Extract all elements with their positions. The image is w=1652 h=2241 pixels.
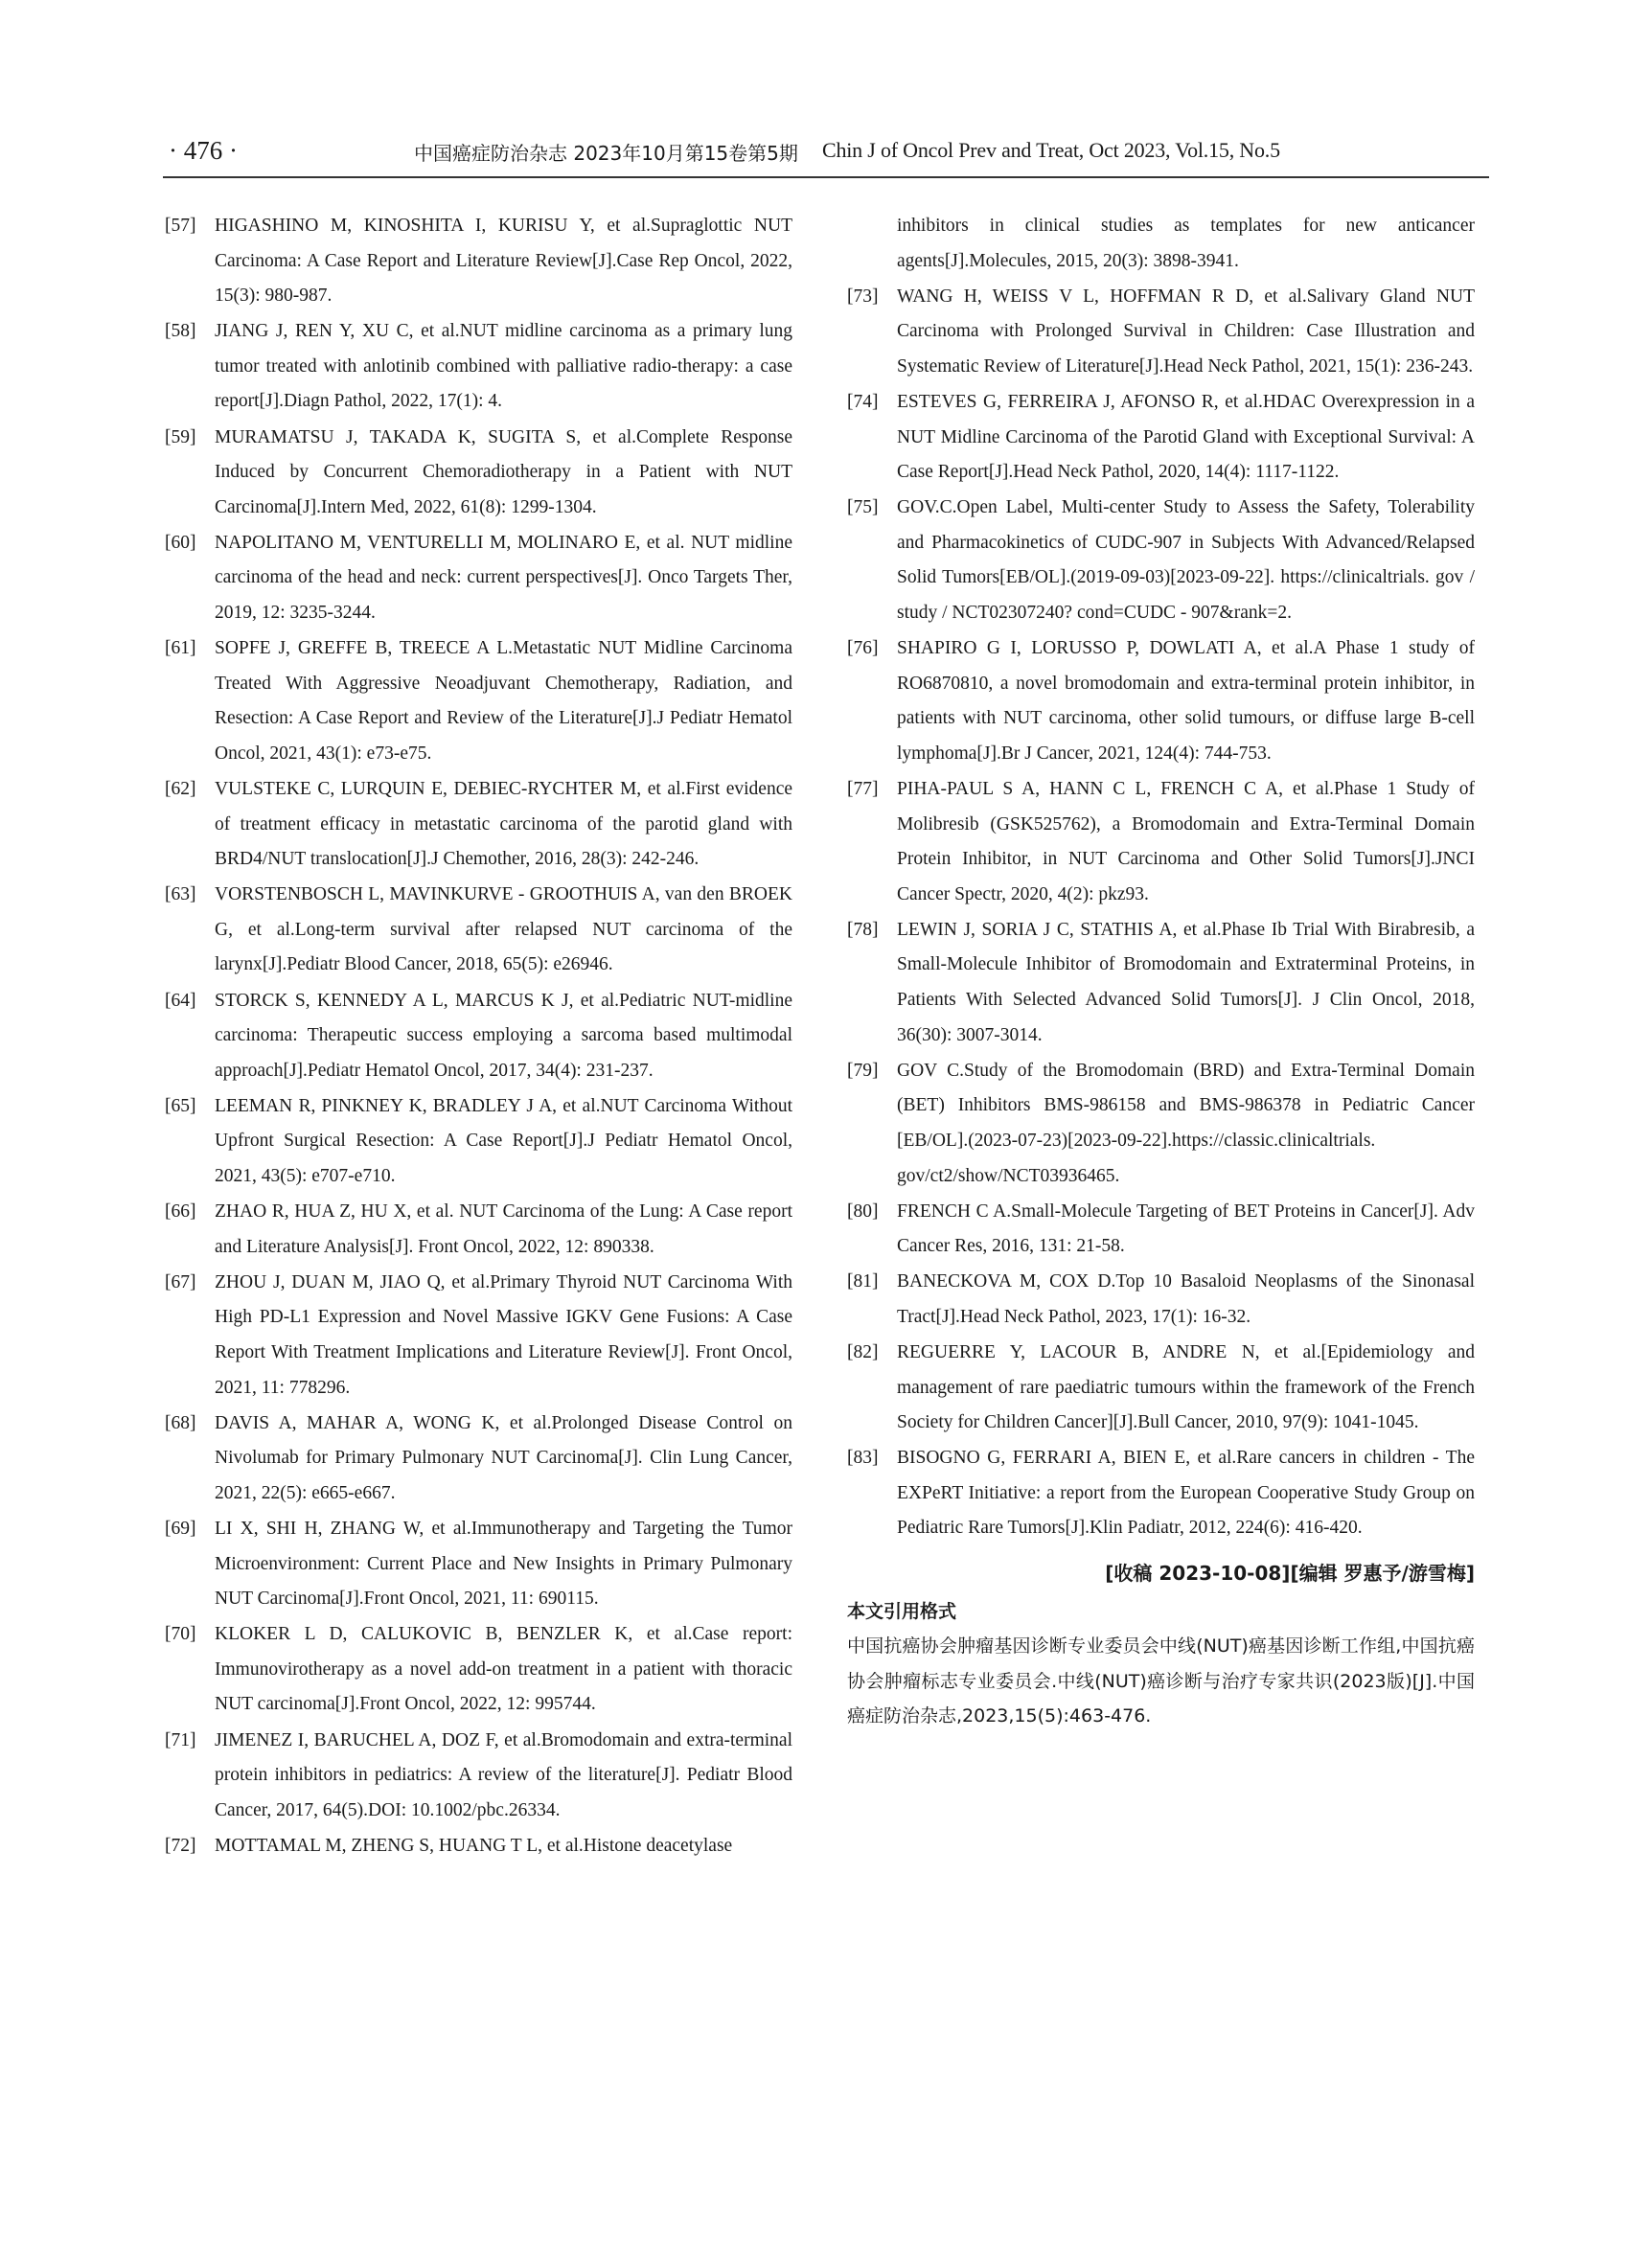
reference-text: LEEMAN R, PINKNEY K, BRADLEY J A, et al.NUT Carcinoma Without Upfront Surgical Resection: A Case Report[J].J Pediatr Hematol Oncol, 2021, 43(5): e707-e710. bbox=[215, 1095, 792, 1187]
citation-heading: 本文引用格式 bbox=[847, 1601, 957, 1623]
page-number: · 476 · bbox=[169, 136, 238, 165]
reference-number: [73] bbox=[847, 286, 879, 307]
reference-item bbox=[847, 913, 1475, 1053]
reference-item bbox=[847, 1265, 1475, 1335]
reference-number: [65] bbox=[165, 1095, 196, 1116]
reference-text: LI X, SHI H, ZHANG W, et al.Immunotherapy and Targeting the Tumor Microenvironment: Current Place and New Insights in Primary Pulmonary NUT Carcinoma[J].Front Oncol, 2021, 11: 690115. bbox=[215, 1518, 792, 1610]
reference-item bbox=[847, 1054, 1475, 1194]
reference-text: KLOKER L D, CALUKOVIC B, BENZLER K, et al.Case report: Immunovirotherapy as a novel add-on treatment in a patient with thoracic NUT carcinoma[J].Front Oncol, 2022, 12: 995744. bbox=[215, 1624, 792, 1715]
reference-item bbox=[847, 280, 1475, 385]
reference-number: [83] bbox=[847, 1448, 879, 1469]
reference-item bbox=[165, 1195, 792, 1265]
reference-number: [66] bbox=[165, 1201, 196, 1223]
journal-title-cn: 中国癌症防治杂志 2023年10月第15卷第5期 bbox=[414, 142, 798, 165]
receipt-editor-line: [收稿 2023-10-08][编辑 罗惠予/游雪梅] bbox=[1105, 1562, 1475, 1586]
reference-item bbox=[847, 1441, 1475, 1546]
reference-number: [58] bbox=[165, 321, 196, 342]
reference-text: BISOGNO G, FERRARI A, BIEN E, et al.Rare cancers in children - The EXPeRT Initiative: a report from the European Cooperative Study Group on Pediatric Rare Tumors[J].Klin Padiatr, 2012, 224(6): 416-420. bbox=[897, 1448, 1475, 1539]
reference-item bbox=[165, 772, 792, 878]
page-header bbox=[163, 134, 1489, 178]
reference-text: SHAPIRO G I, LORUSSO P, DOWLATI A, et al.A Phase 1 study of RO6870810, a novel bromodomain and extra-terminal protein inhibitor, in patients with NUT carcinoma, other solid tumours, or diffuse large B-cell lymphoma[J].Br J Cancer, 2021, 124(4): 744-753. bbox=[897, 638, 1475, 764]
reference-item bbox=[165, 1089, 792, 1195]
reference-text: JIMENEZ I, BARUCHEL A, DOZ F, et al.Bromodomain and extra-terminal protein inhibitors in pediatrics: A review of the literature[J]. Pediatr Blood Cancer, 2017, 64(5).DOI: 10.1002/pbc.26334. bbox=[215, 1729, 792, 1820]
reference-item bbox=[165, 209, 792, 314]
reference-text: VULSTEKE C, LURQUIN E, DEBIEC-RYCHTER M, et al.First evidence of treatment efficacy in metastatic carcinoma of the parotid gland with BRD4/NUT translocation[J].J Chemother, 2016, 28(3): 242-246. bbox=[215, 779, 792, 870]
reference-number: [57] bbox=[165, 216, 196, 236]
reference-text: GOV.C.Open Label, Multi-center Study to Assess the Safety, Tolerability and Pharmacokinetics of CUDC-907 in Subjects With Advanced/Relapsed Solid Tumors[EB/OL].(2019-09-03)[2023-09-22]. https://clinicaltrials. gov / study / NCT02307240? cond=CUDC - 907&rank=2. bbox=[897, 497, 1475, 624]
reference-text: BANECKOVA M, COX D.Top 10 Basaloid Neoplasms of the Sinonasal Tract[J].Head Neck Pathol, 2023, 17(1): 16-32. bbox=[897, 1271, 1475, 1327]
reference-text: ZHOU J, DUAN M, JIAO Q, et al.Primary Thyroid NUT Carcinoma With High PD-L1 Expression and Novel Massive IGKV Gene Fusions: A Case Report With Treatment Implications and Literature Review[J]. Front Oncol, 2021, 11: 778296. bbox=[215, 1271, 792, 1398]
reference-text: STORCK S, KENNEDY A L, MARCUS K J, et al.Pediatric NUT-midline carcinoma: Therapeutic success employing a sarcoma based multimodal approach[J].Pediatr Hematol Oncol, 2017, 34(4): 231-237. bbox=[215, 990, 792, 1081]
reference-item bbox=[165, 1512, 792, 1617]
reference-text: ZHAO R, HUA Z, HU X, et al. NUT Carcinoma of the Lung: A Case report and Literature Analysis[J]. Front Oncol, 2022, 12: 890338. bbox=[215, 1201, 792, 1257]
reference-item bbox=[165, 314, 792, 420]
reference-text: ESTEVES G, FERREIRA J, AFONSO R, et al.HDAC Overexpression in a NUT Midline Carcinoma of the Parotid Gland with Exceptional Survival: A Case Report[J].Head Neck Pathol, 2020, 14(4): 1117-1122. bbox=[897, 391, 1475, 483]
reference-text: NAPOLITANO M, VENTURELLI M, MOLINARO E, et al. NUT midline carcinoma of the head and neck: current perspectives[J]. Onco Targets Ther, 2019, 12: 3235-3244. bbox=[215, 532, 792, 624]
reference-text: FRENCH C A.Small-Molecule Targeting of BET Proteins in Cancer[J]. Adv Cancer Res, 2016, 131: 21-58. bbox=[897, 1201, 1475, 1257]
reference-number: [82] bbox=[847, 1342, 879, 1362]
reference-number: [62] bbox=[165, 779, 196, 799]
references-left-column bbox=[165, 209, 792, 1864]
reference-item bbox=[847, 772, 1475, 912]
reference-number: [80] bbox=[847, 1201, 879, 1222]
reference-text: MOTTAMAL M, ZHENG S, HUANG T L, et al.Histone deacetylase bbox=[215, 1835, 733, 1856]
reference-number: [81] bbox=[847, 1271, 879, 1292]
reference-text: VORSTENBOSCH L, MAVINKURVE - GROOTHUIS A, van den BROEK G, et al.Long-term survival after relapsed NUT carcinoma of the larynx[J].Pediatr Blood Cancer, 2018, 65(5): e26946. bbox=[215, 884, 792, 975]
reference-text: SOPFE J, GREFFE B, TREECE A L.Metastatic NUT Midline Carcinoma Treated With Aggressive Neoadjuvant Chemotherapy, Radiation, and Resection: A Case Report and Review of the Literature[J].J Pediatr Hematol Oncol, 2021, 43(1): e73-e75. bbox=[215, 638, 792, 764]
reference-number: [69] bbox=[165, 1518, 196, 1539]
reference-number: [74] bbox=[847, 391, 879, 412]
reference-item bbox=[847, 1336, 1475, 1441]
reference-item bbox=[165, 1406, 792, 1512]
reference-item bbox=[847, 385, 1475, 491]
reference-number: [63] bbox=[165, 884, 196, 905]
references-right-column bbox=[847, 209, 1475, 1734]
reference-text: WANG H, WEISS V L, HOFFMAN R D, et al.Salivary Gland NUT Carcinoma with Prolonged Survival in Children: Case Illustration and Systematic Review of Literature[J].Head Neck Pathol, 2021, 15(1): 236-243. bbox=[897, 286, 1475, 377]
reference-number: [71] bbox=[165, 1729, 196, 1750]
reference-text: MURAMATSU J, TAKADA K, SUGITA S, et al.Complete Response Induced by Concurrent Chemoradiotherapy in a Patient with NUT Carcinoma[J].Intern Med, 2022, 61(8): 1299-1304. bbox=[215, 426, 792, 517]
reference-number: [61] bbox=[165, 638, 196, 659]
reference-text: HIGASHINO M, KINOSHITA I, KURISU Y, et al.Supraglottic NUT Carcinoma: A Case Report and Literature Review[J].Case Rep Oncol, 2022, 15(3): 980-987. bbox=[215, 216, 792, 307]
references-right-list bbox=[847, 280, 1475, 1546]
reference-number: [67] bbox=[165, 1271, 196, 1292]
reference-item bbox=[165, 631, 792, 771]
reference-number: [75] bbox=[847, 497, 879, 518]
reference-item bbox=[847, 631, 1475, 771]
reference-number: [79] bbox=[847, 1060, 879, 1081]
reference-item bbox=[165, 1724, 792, 1829]
journal-title-en: Chin J of Oncol Prev and Treat, Oct 2023, Vol.15, No.5 bbox=[822, 138, 1280, 162]
reference-number: [70] bbox=[165, 1624, 196, 1645]
reference-item bbox=[165, 526, 792, 631]
reference-item bbox=[165, 1829, 792, 1864]
reference-number: [64] bbox=[165, 990, 196, 1011]
reference-text: GOV C.Study of the Bromodomain (BRD) and Extra-Terminal Domain (BET) Inhibitors BMS-986158 and BMS-986378 in Pediatric Cancer [EB/OL].(2023-07-23)[2023-09-22].https://classic.clinicaltrials. gov/ct2/show/NCT03936465. bbox=[897, 1060, 1475, 1186]
reference-number: [60] bbox=[165, 532, 196, 553]
reference-text: DAVIS A, MAHAR A, WONG K, et al.Prolonged Disease Control on Nivolumab for Primary Pulmonary NUT Carcinoma[J]. Clin Lung Cancer, 2021, 22(5): e665-e667. bbox=[215, 1412, 792, 1503]
reference-text: REGUERRE Y, LACOUR B, ANDRE N, et al.[Epidemiology and management of rare paediatric tumours within the framework of the French Society for Children Cancer][J].Bull Cancer, 2010, 97(9): 1041-1045. bbox=[897, 1342, 1475, 1433]
reference-item bbox=[847, 491, 1475, 630]
reference-item bbox=[847, 1195, 1475, 1265]
reference-item bbox=[165, 1266, 792, 1406]
reference-number: [68] bbox=[165, 1412, 196, 1433]
reference-number: [78] bbox=[847, 919, 879, 940]
reference-text: JIANG J, REN Y, XU C, et al.NUT midline carcinoma as a primary lung tumor treated with anlotinib combined with palliative radio-therapy: a case report[J].Diagn Pathol, 2022, 17(1): 4. bbox=[215, 321, 792, 412]
reference-item bbox=[165, 984, 792, 1089]
reference-number: [59] bbox=[165, 426, 196, 447]
reference-number: [72] bbox=[165, 1835, 196, 1856]
reference-number: [77] bbox=[847, 779, 879, 799]
reference-item bbox=[165, 421, 792, 526]
citation-text: 中国抗癌协会肿瘤基因诊断专业委员会中线(NUT)癌基因诊断工作组,中国抗癌协会肿瘤标志专业委员会.中线(NUT)癌诊断与治疗专家共识(2023版)[J].中国癌症防治杂志,2023,15(5):463-476. bbox=[847, 1635, 1475, 1727]
reference-item bbox=[165, 878, 792, 983]
reference-text: PIHA-PAUL S A, HANN C L, FRENCH C A, et al.Phase 1 Study of Molibresib (GSK525762), a Bromodomain and Extra-Terminal Domain Protein Inhibitor, in NUT Carcinoma and Other Solid Tumors[J].JNCI Cancer Spectr, 2020, 4(2): pkz93. bbox=[897, 779, 1475, 904]
reference-number: [76] bbox=[847, 638, 879, 659]
reference-text: LEWIN J, SORIA J C, STATHIS A, et al.Phase Ib Trial With Birabresib, a Small-Molecule Inhibitor of Bromodomain and Extraterminal Proteins, in Patients With Selected Advanced Solid Tumors[J]. J Clin Oncol, 2018, 36(30): 3007-3014. bbox=[897, 919, 1475, 1045]
reference-continuation: inhibitors in clinical studies as templates for new anticancer agents[J].Molecules, 2015, 20(3): 3898-3941. bbox=[897, 216, 1475, 271]
reference-item bbox=[165, 1617, 792, 1723]
